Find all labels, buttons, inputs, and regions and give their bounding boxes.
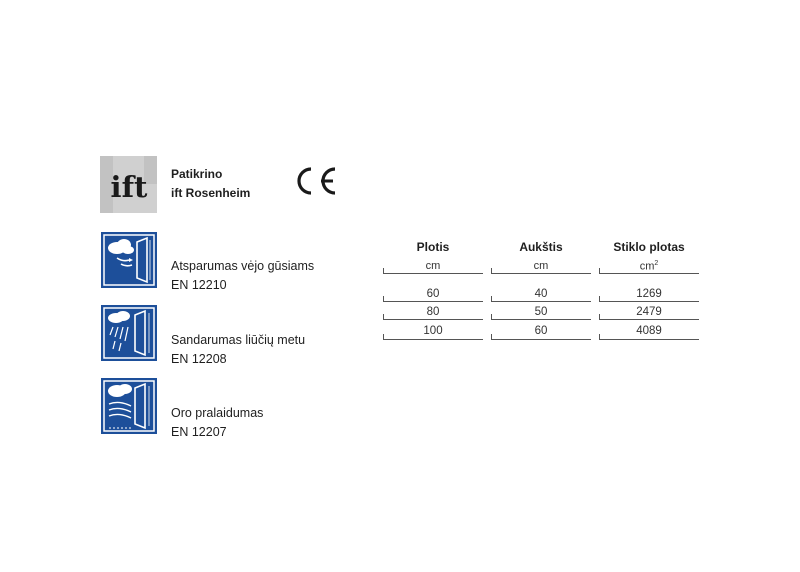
table-cell: 1269 — [636, 288, 662, 300]
ce-mark — [293, 166, 339, 196]
column-header-width: Plotis — [416, 240, 450, 254]
wind-load-icon — [101, 232, 157, 288]
test-standard: EN 12210 — [171, 278, 227, 292]
table-rule — [491, 334, 591, 340]
test-item-wind — [171, 257, 314, 295]
table-rule — [491, 314, 591, 320]
column-header-glass-area: Stiklo plotas — [613, 240, 685, 254]
table-cell: 40 — [534, 288, 548, 300]
table-cell: 100 — [423, 325, 443, 337]
column-header-height: Aukštis — [519, 240, 563, 254]
rain-tightness-icon — [101, 305, 157, 361]
table-rule — [599, 314, 699, 320]
test-title: Oro pralaidumas — [171, 406, 264, 420]
table-rule — [599, 334, 699, 340]
table-cell: 4089 — [636, 325, 662, 337]
table-rule — [383, 314, 483, 320]
unit-width: cm — [425, 260, 441, 272]
air-permeability-icon — [101, 378, 157, 434]
table-rule — [383, 334, 483, 340]
ift-logo — [100, 156, 157, 213]
table-rule — [491, 268, 591, 274]
test-title: Sandarumas liūčių metu — [171, 333, 306, 347]
certification-text — [171, 165, 250, 203]
certified-by-label: Patikrino — [171, 167, 223, 181]
table-cell: 80 — [426, 306, 440, 318]
table-cell: 50 — [534, 306, 548, 318]
table-cell: 2479 — [636, 306, 662, 318]
ift-logo-text: ift — [110, 170, 148, 204]
unit-height: cm — [533, 260, 549, 272]
test-title: Atsparumas vėjo gūsiams — [171, 259, 315, 273]
test-item-air — [171, 404, 263, 442]
test-standard: EN 12207 — [171, 425, 227, 439]
table-rule — [383, 268, 483, 274]
table-rule — [383, 296, 483, 302]
table-rule — [599, 296, 699, 302]
institute-name: ift Rosenheim — [171, 186, 251, 200]
table-rule — [491, 296, 591, 302]
ce-mark-icon — [293, 166, 339, 196]
table-cell: 60 — [534, 325, 548, 337]
table-rule — [599, 268, 699, 274]
table-cell: 60 — [426, 288, 440, 300]
test-standard: EN 12208 — [171, 352, 227, 366]
test-item-rain — [171, 331, 305, 369]
unit-area: $cm^2$ — [639, 260, 659, 273]
